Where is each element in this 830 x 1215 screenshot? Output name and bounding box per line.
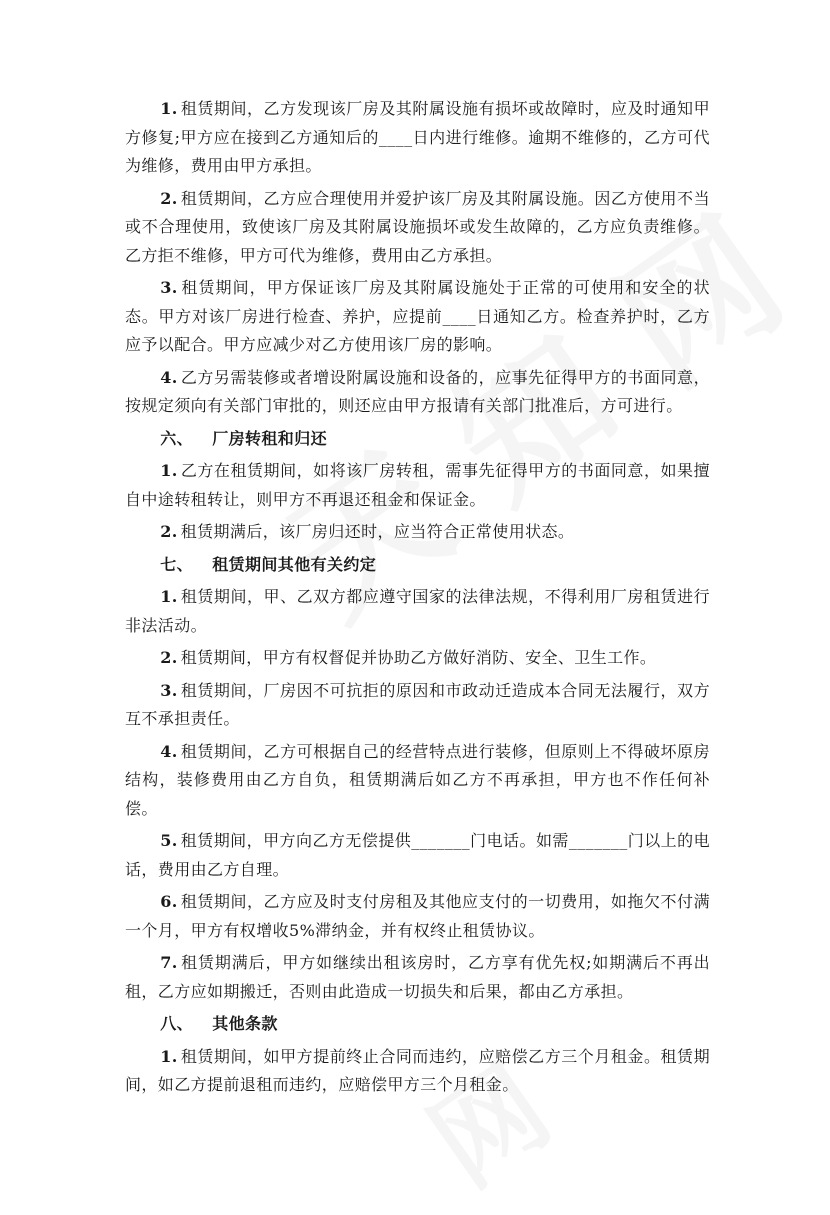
- section-6: [125, 425, 710, 547]
- clause-item: 2. 租赁期间，乙方应合理使用并爱护该厂房及其附属设施。因乙方使用不当或不合理使用，致使该厂房及其附属设施损坏或发生故障的，乙方应负责维修。乙方拒不维修，甲方可代为维修，费用由乙方承担。: [125, 188, 710, 265]
- clause-item: 1. 乙方在租赁期间，如将该厂房转租，需事先征得甲方的书面同意，如果擅自中途转租转让，则甲方不再退还租金和保证金。: [125, 461, 710, 509]
- clause-item: 1. 租赁期间，如甲方提前终止合同而违约，应赔偿乙方三个月租金。租赁期间，如乙方提前退租而违约，应赔偿甲方三个月租金。: [125, 1046, 710, 1094]
- clause-item: 2. 租赁期间，甲方有权督促并协助乙方做好消防、安全、卫生工作。: [160, 648, 657, 667]
- clause-item: 1. 租赁期间，甲、乙双方都应遵守国家的法律法规，不得利用厂房租赁进行非法活动。: [125, 587, 710, 635]
- clause-item: 6. 租赁期间，乙方应及时支付房租及其他应支付的一切费用，如拖欠不付满一个月，甲方有权增收5%滞纳金，并有权终止租赁协议。: [125, 892, 710, 940]
- clause-item: 4. 乙方另需装修或者增设附属设施和设备的，应事先征得甲方的书面同意，按规定须向有关部门审批的，则还应由甲方报请有关部门批准后，方可进行。: [125, 367, 710, 415]
- clause-item: 2. 租赁期满后，该厂房归还时，应当符合正常使用状态。: [160, 522, 575, 541]
- section-8: [125, 1010, 710, 1100]
- clause-item: 3. 租赁期间，厂房因不可抗拒的原因和市政动迁造成本合同无法履行，双方互不承担责任。: [125, 680, 710, 728]
- clause-item: 7. 租赁期满后，甲方如继续出租该房时，乙方享有优先权;如期满后不再出租，乙方应如期搬迁，否则由此造成一切损失和后果，都由乙方承担。: [125, 953, 710, 1001]
- section-heading: 六、 厂房转租和归还: [160, 428, 327, 448]
- document-body: [125, 95, 710, 1104]
- section-continuation: [125, 95, 710, 421]
- clause-item: 1. 租赁期间，乙方发现该厂房及其附属设施有损坏或故障时，应及时通知甲方修复;甲方应在接到乙方通知后的____日内进行维修。逾期不维修的，乙方可代为维修，费用由甲方承担。: [125, 99, 710, 175]
- section-heading: 七、 租赁期间其他有关约定: [160, 554, 377, 574]
- clause-item: 4. 租赁期间，乙方可根据自己的经营特点进行装修，但原则上不得破坏原房结构，装修费用由乙方自负，租赁期满后如乙方不再承担，甲方也不作任何补偿。: [125, 741, 710, 818]
- section-heading: 八、 其他条款: [160, 1014, 278, 1033]
- clause-item: 3. 租赁期间，甲方保证该厂房及其附属设施处于正常的可使用和安全的状态。甲方对该厂房进行检查、养护，应提前____日通知乙方。检查养护时，乙方应予以配合。甲方应减少对乙方使用该厂房的影响。: [125, 278, 710, 354]
- section-7: [125, 551, 710, 1007]
- clause-item: 5. 租赁期间，甲方向乙方无偿提供_______门电话。如需_______门以上的电话，费用由乙方自理。: [125, 831, 710, 879]
